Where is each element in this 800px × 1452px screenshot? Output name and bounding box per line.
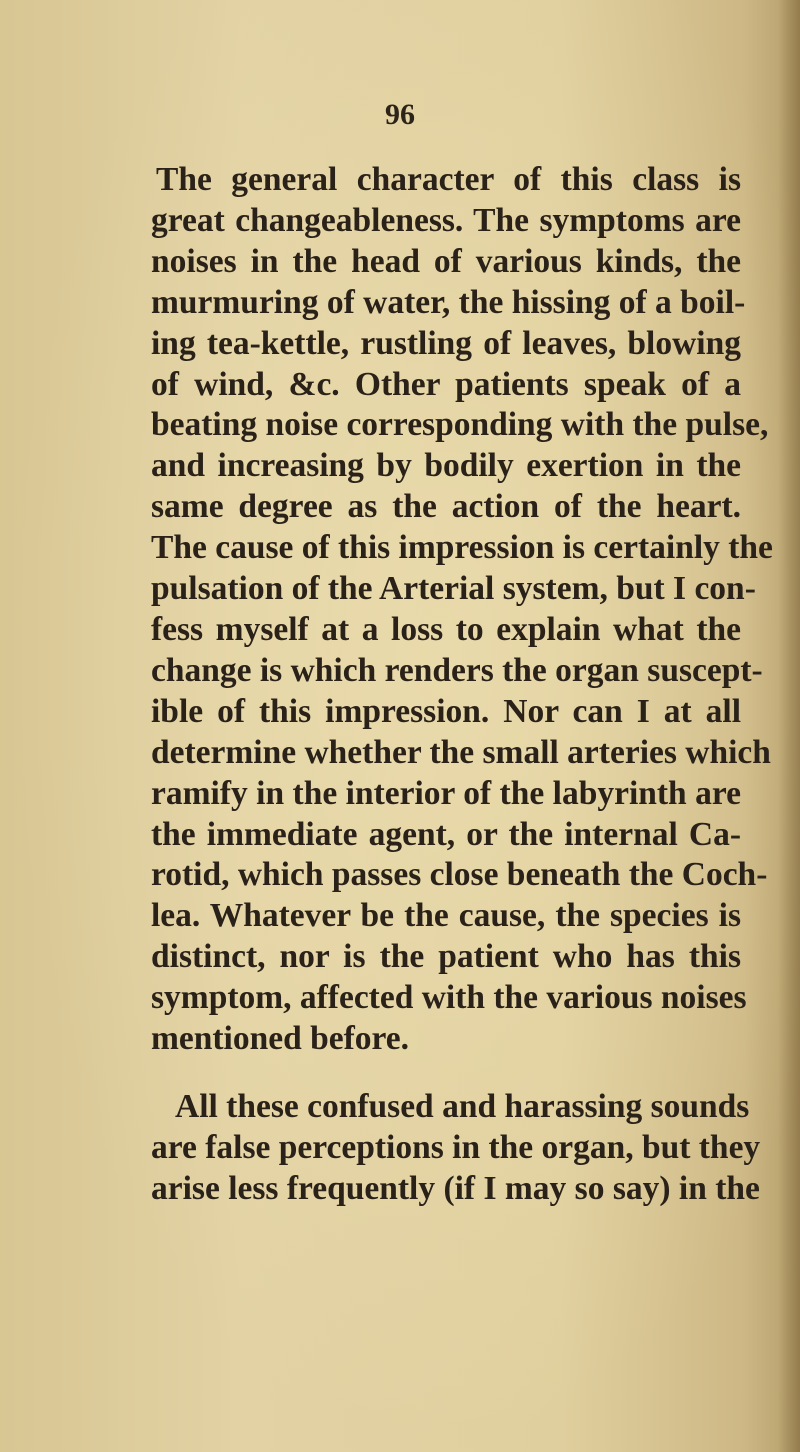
text-line: ing tea-kettle, rustling of leaves, blowing bbox=[151, 324, 741, 362]
text-line: of wind, &c. Other patients speak of a bbox=[151, 365, 741, 403]
text-line: lea. Whatever be the cause, the species is bbox=[151, 897, 741, 935]
paragraph-2 bbox=[151, 1087, 761, 1210]
page-number: 96 bbox=[385, 98, 415, 131]
text-line: distinct, nor is the patient who has this bbox=[151, 938, 741, 976]
text-line: pulsation of the Arterial system, but I con- bbox=[151, 570, 756, 608]
text-line: The general character of this class is bbox=[156, 161, 741, 198]
text-line: symptom, affected with the various noises bbox=[151, 979, 747, 1017]
text-line: arise less frequently (if I may so say) in the bbox=[151, 1169, 760, 1207]
paragraph-1 bbox=[151, 160, 773, 1060]
text-line: The cause of this impression is certainly the bbox=[151, 529, 773, 567]
text-line: are false perceptions in the organ, but they bbox=[151, 1128, 761, 1166]
page-edge-shadow bbox=[778, 0, 800, 1452]
text-line: rotid, which passes close beneath the Coch- bbox=[151, 856, 768, 894]
text-line: the immediate agent, or the internal Ca- bbox=[151, 815, 741, 853]
text-line: ramify in the interior of the labyrinth are bbox=[151, 774, 741, 812]
text-line: All these confused and harassing sounds bbox=[175, 1088, 750, 1125]
text-line: noises in the head of various kinds, the bbox=[151, 242, 741, 280]
text-line: murmuring of water, the hissing of a boil- bbox=[151, 283, 746, 321]
text-line: great changeableness. The symptoms are bbox=[151, 201, 741, 239]
text-line: mentioned before. bbox=[151, 1020, 410, 1058]
text-line: beating noise corresponding with the pulse, bbox=[151, 406, 769, 444]
text-line: same degree as the action of the heart. bbox=[151, 488, 741, 526]
text-line: ible of this impression. Nor can I at all bbox=[151, 692, 741, 730]
text-line: fess myself at a loss to explain what the bbox=[151, 610, 741, 648]
text-line: determine whether the small arteries which bbox=[151, 733, 771, 771]
text-line: change is which renders the organ suscept- bbox=[151, 651, 763, 689]
text-line: and increasing by bodily exertion in the bbox=[151, 447, 741, 485]
